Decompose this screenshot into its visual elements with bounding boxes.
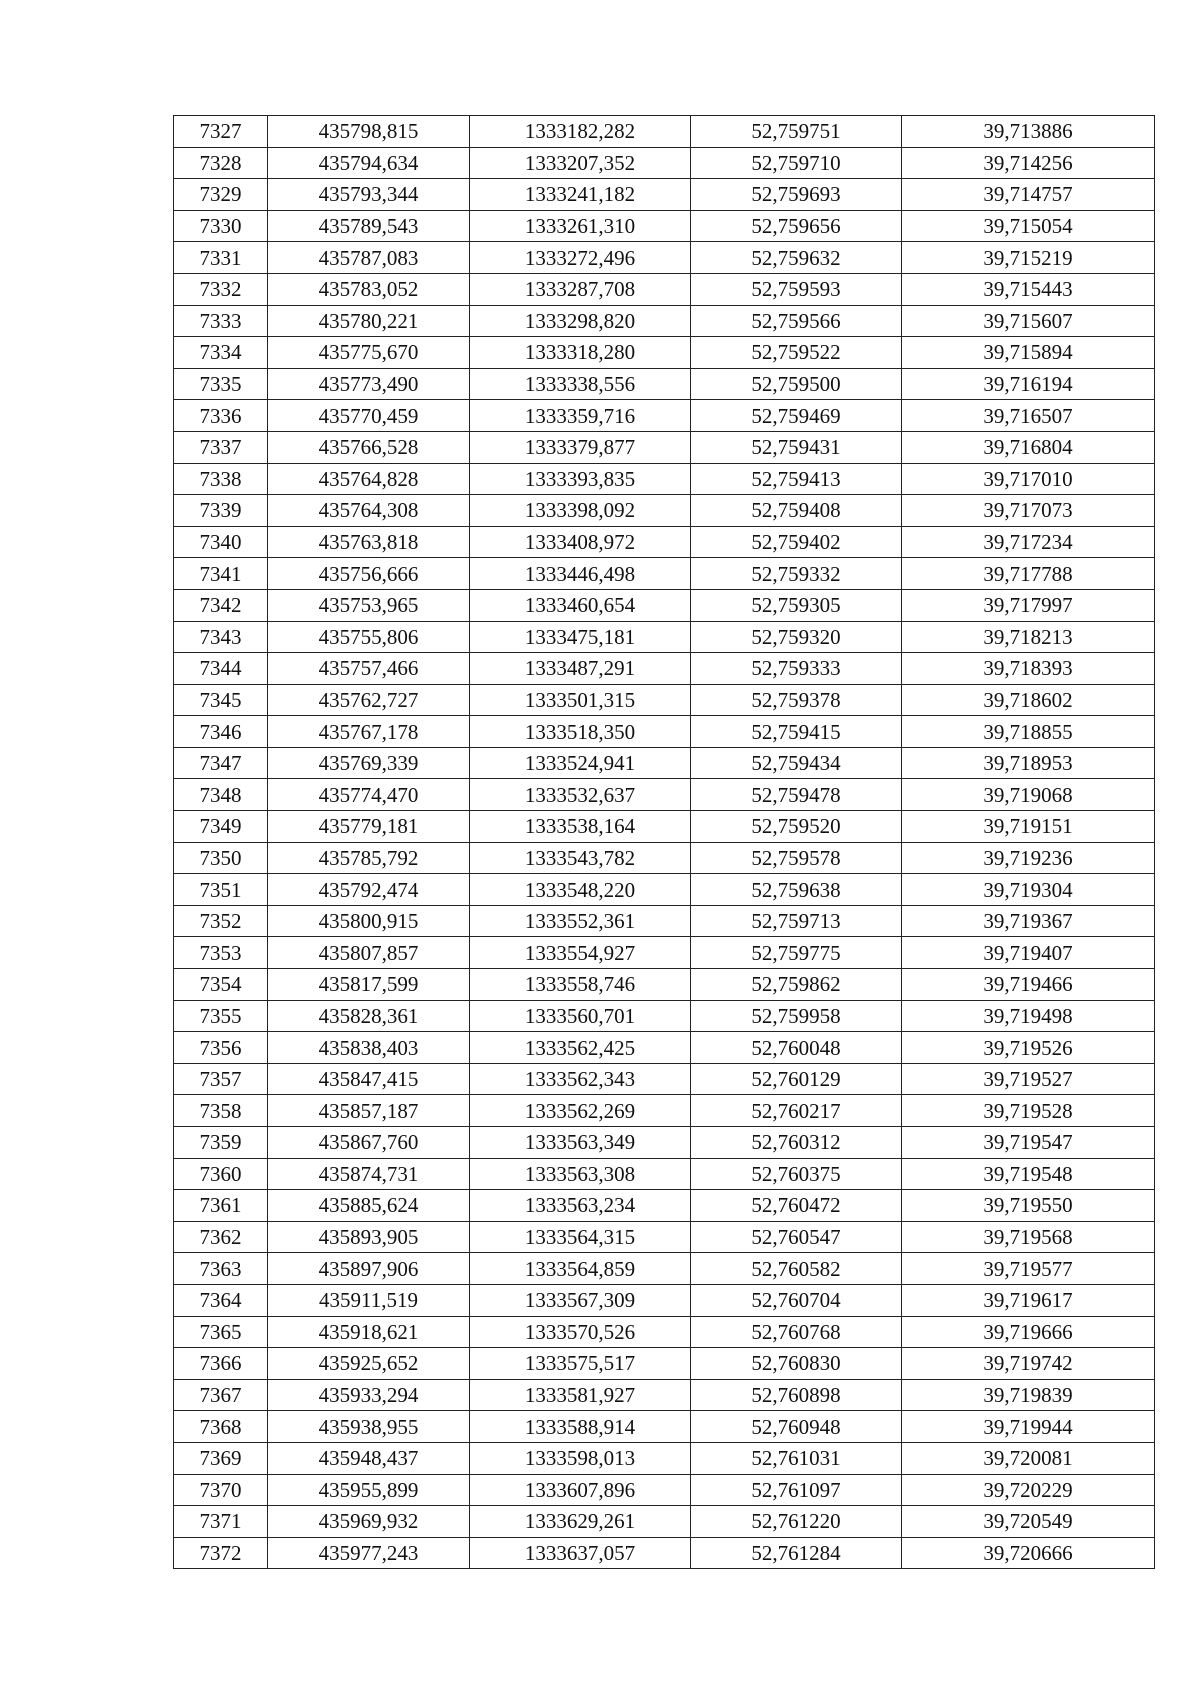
point-number-cell: 7351 [174,874,268,906]
y-coordinate-cell: 1333287,708 [470,273,691,305]
point-number-cell: 7342 [174,589,268,621]
y-coordinate-cell: 1333563,349 [470,1127,691,1159]
point-number-cell: 7360 [174,1158,268,1190]
point-number-cell: 7331 [174,242,268,274]
latitude-cell: 52,761031 [691,1442,902,1474]
latitude-cell: 52,760547 [691,1221,902,1253]
latitude-cell: 52,759958 [691,1000,902,1032]
y-coordinate-cell: 1333338,556 [470,368,691,400]
longitude-cell: 39,717997 [902,589,1155,621]
longitude-cell: 39,715607 [902,305,1155,337]
latitude-cell: 52,760704 [691,1284,902,1316]
longitude-cell: 39,717788 [902,558,1155,590]
y-coordinate-cell: 1333567,309 [470,1284,691,1316]
x-coordinate-cell: 435762,727 [268,684,470,716]
point-number-cell: 7358 [174,1095,268,1127]
latitude-cell: 52,760048 [691,1032,902,1064]
table-row [174,210,1155,242]
latitude-cell: 52,759710 [691,147,902,179]
latitude-cell: 52,759402 [691,526,902,558]
table-row [174,1253,1155,1285]
x-coordinate-cell: 435763,818 [268,526,470,558]
point-number-cell: 7339 [174,495,268,527]
y-coordinate-cell: 1333487,291 [470,653,691,685]
table-row [174,747,1155,779]
longitude-cell: 39,719304 [902,874,1155,906]
x-coordinate-cell: 435775,670 [268,337,470,369]
longitude-cell: 39,717010 [902,463,1155,495]
y-coordinate-cell: 1333607,896 [470,1474,691,1506]
y-coordinate-cell: 1333518,350 [470,716,691,748]
x-coordinate-cell: 435766,528 [268,431,470,463]
y-coordinate-cell: 1333560,701 [470,1000,691,1032]
x-coordinate-cell: 435764,308 [268,495,470,527]
longitude-cell: 39,718393 [902,653,1155,685]
point-number-cell: 7334 [174,337,268,369]
x-coordinate-cell: 435977,243 [268,1537,470,1569]
longitude-cell: 39,719666 [902,1316,1155,1348]
latitude-cell: 52,759413 [691,463,902,495]
table-row [174,874,1155,906]
latitude-cell: 52,759632 [691,242,902,274]
latitude-cell: 52,759415 [691,716,902,748]
point-number-cell: 7365 [174,1316,268,1348]
x-coordinate-cell: 435897,906 [268,1253,470,1285]
longitude-cell: 39,719407 [902,937,1155,969]
table-row [174,1221,1155,1253]
x-coordinate-cell: 435753,965 [268,589,470,621]
longitude-cell: 39,715219 [902,242,1155,274]
y-coordinate-cell: 1333398,092 [470,495,691,527]
point-number-cell: 7353 [174,937,268,969]
y-coordinate-cell: 1333538,164 [470,811,691,843]
latitude-cell: 52,760768 [691,1316,902,1348]
x-coordinate-cell: 435756,666 [268,558,470,590]
longitude-cell: 39,719236 [902,842,1155,874]
table-row [174,905,1155,937]
x-coordinate-cell: 435893,905 [268,1221,470,1253]
point-number-cell: 7335 [174,368,268,400]
longitude-cell: 39,715054 [902,210,1155,242]
y-coordinate-cell: 1333446,498 [470,558,691,590]
y-coordinate-cell: 1333182,282 [470,116,691,148]
table-row [174,1316,1155,1348]
point-number-cell: 7362 [174,1221,268,1253]
longitude-cell: 39,720229 [902,1474,1155,1506]
x-coordinate-cell: 435800,915 [268,905,470,937]
table-row [174,463,1155,495]
longitude-cell: 39,719547 [902,1127,1155,1159]
point-number-cell: 7367 [174,1379,268,1411]
latitude-cell: 52,760472 [691,1190,902,1222]
y-coordinate-cell: 1333563,234 [470,1190,691,1222]
table-row [174,811,1155,843]
table-row [174,558,1155,590]
table-row [174,1190,1155,1222]
latitude-cell: 52,760898 [691,1379,902,1411]
table-row [174,969,1155,1001]
y-coordinate-cell: 1333554,927 [470,937,691,969]
longitude-cell: 39,717234 [902,526,1155,558]
table-row [174,431,1155,463]
table-row [174,1284,1155,1316]
point-number-cell: 7341 [174,558,268,590]
latitude-cell: 52,759638 [691,874,902,906]
y-coordinate-cell: 1333548,220 [470,874,691,906]
coordinates-table [173,115,1155,1569]
y-coordinate-cell: 1333241,182 [470,179,691,211]
y-coordinate-cell: 1333552,361 [470,905,691,937]
latitude-cell: 52,760129 [691,1063,902,1095]
table-row [174,937,1155,969]
latitude-cell: 52,761220 [691,1506,902,1538]
longitude-cell: 39,719151 [902,811,1155,843]
point-number-cell: 7340 [174,526,268,558]
table-row [174,1348,1155,1380]
point-number-cell: 7366 [174,1348,268,1380]
x-coordinate-cell: 435787,083 [268,242,470,274]
latitude-cell: 52,759305 [691,589,902,621]
x-coordinate-cell: 435911,519 [268,1284,470,1316]
longitude-cell: 39,716804 [902,431,1155,463]
longitude-cell: 39,720666 [902,1537,1155,1569]
y-coordinate-cell: 1333501,315 [470,684,691,716]
x-coordinate-cell: 435779,181 [268,811,470,843]
longitude-cell: 39,718855 [902,716,1155,748]
latitude-cell: 52,759333 [691,653,902,685]
latitude-cell: 52,760312 [691,1127,902,1159]
y-coordinate-cell: 1333562,425 [470,1032,691,1064]
x-coordinate-cell: 435933,294 [268,1379,470,1411]
x-coordinate-cell: 435969,932 [268,1506,470,1538]
point-number-cell: 7336 [174,400,268,432]
y-coordinate-cell: 1333393,835 [470,463,691,495]
x-coordinate-cell: 435857,187 [268,1095,470,1127]
point-number-cell: 7337 [174,431,268,463]
y-coordinate-cell: 1333562,269 [470,1095,691,1127]
x-coordinate-cell: 435838,403 [268,1032,470,1064]
y-coordinate-cell: 1333298,820 [470,305,691,337]
x-coordinate-cell: 435773,490 [268,368,470,400]
longitude-cell: 39,719839 [902,1379,1155,1411]
longitude-cell: 39,716507 [902,400,1155,432]
x-coordinate-cell: 435817,599 [268,969,470,1001]
x-coordinate-cell: 435792,474 [268,874,470,906]
point-number-cell: 7364 [174,1284,268,1316]
longitude-cell: 39,719577 [902,1253,1155,1285]
table-row [174,621,1155,653]
latitude-cell: 52,759332 [691,558,902,590]
point-number-cell: 7345 [174,684,268,716]
table-row [174,526,1155,558]
table-row [174,400,1155,432]
x-coordinate-cell: 435828,361 [268,1000,470,1032]
point-number-cell: 7372 [174,1537,268,1569]
point-number-cell: 7350 [174,842,268,874]
latitude-cell: 52,760582 [691,1253,902,1285]
point-number-cell: 7347 [174,747,268,779]
latitude-cell: 52,759320 [691,621,902,653]
longitude-cell: 39,714256 [902,147,1155,179]
longitude-cell: 39,717073 [902,495,1155,527]
point-number-cell: 7349 [174,811,268,843]
latitude-cell: 52,760830 [691,1348,902,1380]
longitude-cell: 39,719568 [902,1221,1155,1253]
table-row [174,842,1155,874]
y-coordinate-cell: 1333318,280 [470,337,691,369]
x-coordinate-cell: 435769,339 [268,747,470,779]
table-row [174,1095,1155,1127]
latitude-cell: 52,760217 [691,1095,902,1127]
table-row [174,1474,1155,1506]
longitude-cell: 39,713886 [902,116,1155,148]
x-coordinate-cell: 435780,221 [268,305,470,337]
y-coordinate-cell: 1333460,654 [470,589,691,621]
table-row [174,179,1155,211]
x-coordinate-cell: 435764,828 [268,463,470,495]
y-coordinate-cell: 1333637,057 [470,1537,691,1569]
x-coordinate-cell: 435794,634 [268,147,470,179]
x-coordinate-cell: 435847,415 [268,1063,470,1095]
latitude-cell: 52,759862 [691,969,902,1001]
x-coordinate-cell: 435807,857 [268,937,470,969]
longitude-cell: 39,720549 [902,1506,1155,1538]
point-number-cell: 7329 [174,179,268,211]
longitude-cell: 39,718213 [902,621,1155,653]
table-row [174,716,1155,748]
longitude-cell: 39,719742 [902,1348,1155,1380]
y-coordinate-cell: 1333588,914 [470,1411,691,1443]
table-row [174,337,1155,369]
y-coordinate-cell: 1333543,782 [470,842,691,874]
point-number-cell: 7355 [174,1000,268,1032]
x-coordinate-cell: 435757,466 [268,653,470,685]
longitude-cell: 39,716194 [902,368,1155,400]
longitude-cell: 39,718953 [902,747,1155,779]
x-coordinate-cell: 435770,459 [268,400,470,432]
latitude-cell: 52,759578 [691,842,902,874]
latitude-cell: 52,761284 [691,1537,902,1569]
table-row [174,1379,1155,1411]
y-coordinate-cell: 1333570,526 [470,1316,691,1348]
latitude-cell: 52,760948 [691,1411,902,1443]
y-coordinate-cell: 1333581,927 [470,1379,691,1411]
latitude-cell: 52,759478 [691,779,902,811]
point-number-cell: 7368 [174,1411,268,1443]
y-coordinate-cell: 1333475,181 [470,621,691,653]
y-coordinate-cell: 1333408,972 [470,526,691,558]
table-row [174,147,1155,179]
y-coordinate-cell: 1333564,859 [470,1253,691,1285]
longitude-cell: 39,715443 [902,273,1155,305]
point-number-cell: 7371 [174,1506,268,1538]
latitude-cell: 52,759593 [691,273,902,305]
y-coordinate-cell: 1333629,261 [470,1506,691,1538]
latitude-cell: 52,759469 [691,400,902,432]
latitude-cell: 52,759713 [691,905,902,937]
longitude-cell: 39,719498 [902,1000,1155,1032]
longitude-cell: 39,719526 [902,1032,1155,1064]
latitude-cell: 52,759408 [691,495,902,527]
latitude-cell: 52,759522 [691,337,902,369]
table-row [174,368,1155,400]
table-row [174,1158,1155,1190]
table-row [174,684,1155,716]
point-number-cell: 7346 [174,716,268,748]
y-coordinate-cell: 1333564,315 [470,1221,691,1253]
point-number-cell: 7352 [174,905,268,937]
point-number-cell: 7344 [174,653,268,685]
table-row [174,1537,1155,1569]
y-coordinate-cell: 1333558,746 [470,969,691,1001]
point-number-cell: 7348 [174,779,268,811]
y-coordinate-cell: 1333207,352 [470,147,691,179]
point-number-cell: 7354 [174,969,268,1001]
point-number-cell: 7328 [174,147,268,179]
y-coordinate-cell: 1333524,941 [470,747,691,779]
x-coordinate-cell: 435874,731 [268,1158,470,1190]
point-number-cell: 7363 [174,1253,268,1285]
y-coordinate-cell: 1333272,496 [470,242,691,274]
longitude-cell: 39,719527 [902,1063,1155,1095]
longitude-cell: 39,719466 [902,969,1155,1001]
x-coordinate-cell: 435789,543 [268,210,470,242]
table-row [174,1442,1155,1474]
point-number-cell: 7361 [174,1190,268,1222]
latitude-cell: 52,759751 [691,116,902,148]
x-coordinate-cell: 435938,955 [268,1411,470,1443]
longitude-cell: 39,719528 [902,1095,1155,1127]
latitude-cell: 52,759431 [691,431,902,463]
table-row [174,779,1155,811]
table-row [174,589,1155,621]
table-row [174,1032,1155,1064]
latitude-cell: 52,759520 [691,811,902,843]
x-coordinate-cell: 435793,344 [268,179,470,211]
x-coordinate-cell: 435925,652 [268,1348,470,1380]
x-coordinate-cell: 435783,052 [268,273,470,305]
x-coordinate-cell: 435867,760 [268,1127,470,1159]
latitude-cell: 52,759378 [691,684,902,716]
point-number-cell: 7338 [174,463,268,495]
latitude-cell: 52,760375 [691,1158,902,1190]
longitude-cell: 39,720081 [902,1442,1155,1474]
y-coordinate-cell: 1333359,716 [470,400,691,432]
x-coordinate-cell: 435955,899 [268,1474,470,1506]
y-coordinate-cell: 1333575,517 [470,1348,691,1380]
table-row [174,653,1155,685]
x-coordinate-cell: 435798,815 [268,116,470,148]
table-row [174,1506,1155,1538]
table-row [174,242,1155,274]
x-coordinate-cell: 435755,806 [268,621,470,653]
y-coordinate-cell: 1333261,310 [470,210,691,242]
x-coordinate-cell: 435785,792 [268,842,470,874]
latitude-cell: 52,761097 [691,1474,902,1506]
latitude-cell: 52,759434 [691,747,902,779]
longitude-cell: 39,719068 [902,779,1155,811]
latitude-cell: 52,759566 [691,305,902,337]
longitude-cell: 39,719550 [902,1190,1155,1222]
y-coordinate-cell: 1333562,343 [470,1063,691,1095]
latitude-cell: 52,759656 [691,210,902,242]
table-row [174,116,1155,148]
y-coordinate-cell: 1333598,013 [470,1442,691,1474]
longitude-cell: 39,719617 [902,1284,1155,1316]
table-row [174,305,1155,337]
latitude-cell: 52,759693 [691,179,902,211]
point-number-cell: 7333 [174,305,268,337]
table-row [174,495,1155,527]
x-coordinate-cell: 435885,624 [268,1190,470,1222]
table-row [174,1000,1155,1032]
y-coordinate-cell: 1333532,637 [470,779,691,811]
table-row [174,1063,1155,1095]
x-coordinate-cell: 435948,437 [268,1442,470,1474]
table-row [174,1411,1155,1443]
x-coordinate-cell: 435767,178 [268,716,470,748]
point-number-cell: 7330 [174,210,268,242]
longitude-cell: 39,719944 [902,1411,1155,1443]
longitude-cell: 39,714757 [902,179,1155,211]
longitude-cell: 39,715894 [902,337,1155,369]
point-number-cell: 7369 [174,1442,268,1474]
table-row [174,273,1155,305]
coordinates-table-body [174,116,1155,1569]
point-number-cell: 7370 [174,1474,268,1506]
latitude-cell: 52,759500 [691,368,902,400]
point-number-cell: 7327 [174,116,268,148]
latitude-cell: 52,759775 [691,937,902,969]
point-number-cell: 7357 [174,1063,268,1095]
longitude-cell: 39,718602 [902,684,1155,716]
point-number-cell: 7343 [174,621,268,653]
longitude-cell: 39,719367 [902,905,1155,937]
y-coordinate-cell: 1333379,877 [470,431,691,463]
point-number-cell: 7356 [174,1032,268,1064]
table-row [174,1127,1155,1159]
x-coordinate-cell: 435918,621 [268,1316,470,1348]
longitude-cell: 39,719548 [902,1158,1155,1190]
point-number-cell: 7359 [174,1127,268,1159]
point-number-cell: 7332 [174,273,268,305]
x-coordinate-cell: 435774,470 [268,779,470,811]
y-coordinate-cell: 1333563,308 [470,1158,691,1190]
